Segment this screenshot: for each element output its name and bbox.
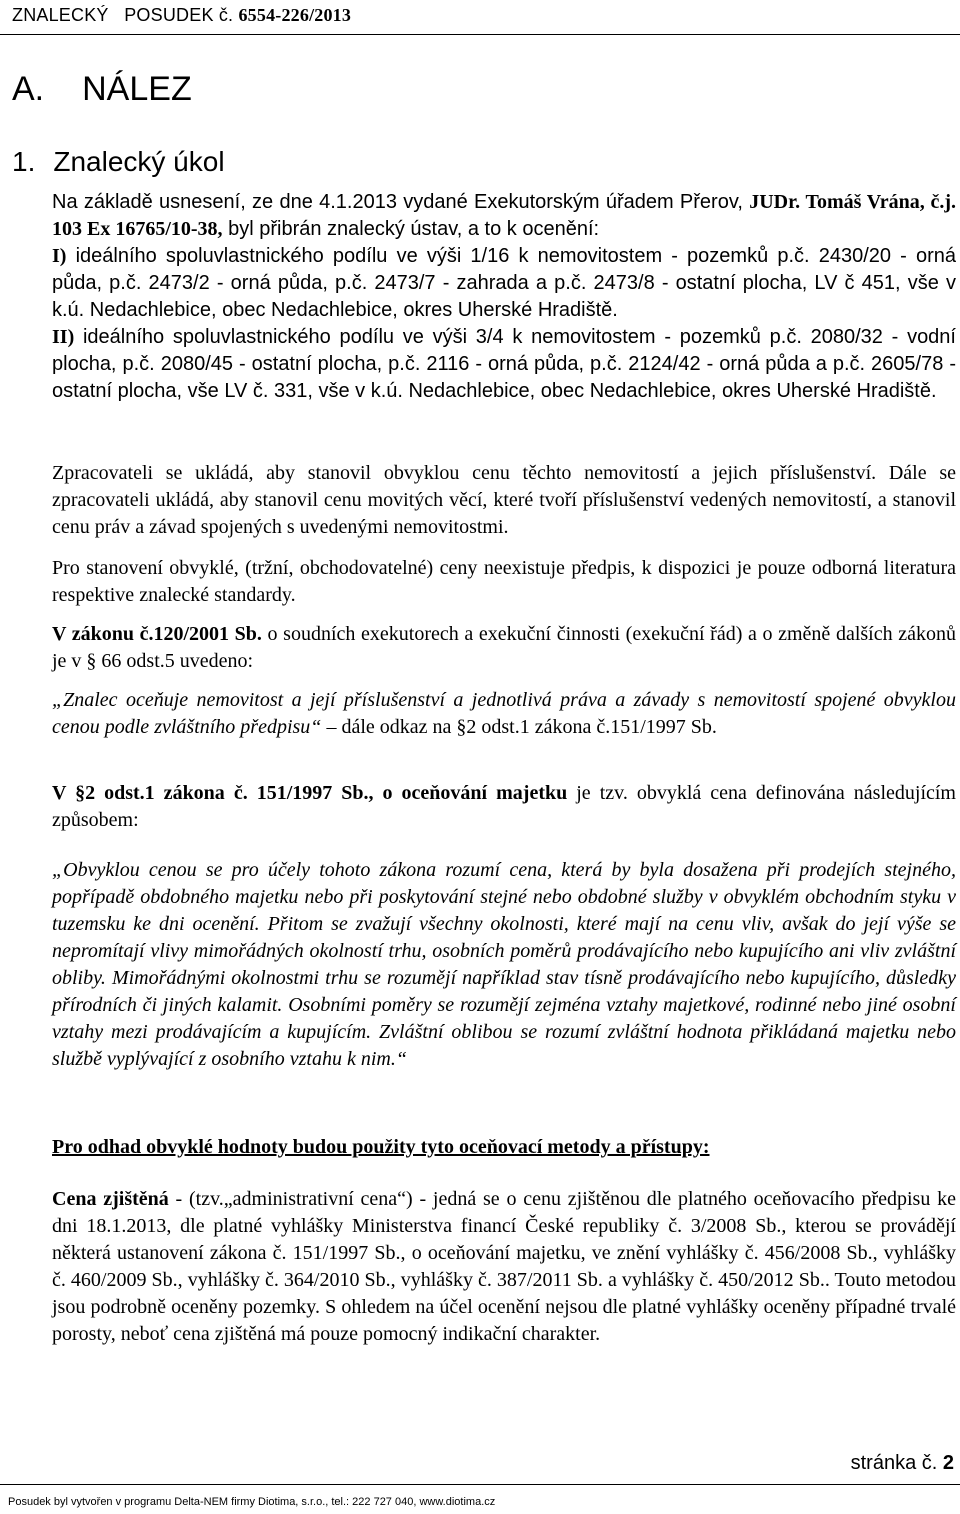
assignment-after-executor: byl přibrán znalecký ústav, a to k ocenění: <box>222 218 600 240</box>
methods-heading-block <box>52 1134 956 1161</box>
quote2-text: „Obvyklou cenou se pro účely tohoto zákona rozumí cena, která by byla dosažena při prodejích stejného, popřípadě obdobného majetku nebo při poskytování stejné nebo obdobné služby v obvyklém obchodním styku v tuzemsku ke dni ocenění. Přitom se zvažují všechny okolnosti, které mají na cenu vliv, avšak do její výše se nepromítají vlivy mimořádných okolností trhu, osobních poměrů prodávajícího nebo kupujícího ani vliv zvláštní obliby. Mimořádnými okolnostmi trhu se rozumějí například stav tísně prodávajícího nebo kupujícího, důsledky přírodních či jiných kalamit. Osobními poměry se rozumějí zejména vztahy majetkové, rodinné nebo jiné osobní vztahy mezi prodávajícím a kupujícím. Zvláštní oblibou se rozumí zvláštní hodnota přikládaná majetku nebo službě vyplývající z osobního vztahu k nim.“ <box>52 859 956 1070</box>
page-label: stránka č. <box>850 1452 938 1474</box>
assignment-intro: Na základě usnesení, ze dne 4.1.2013 vydané Exekutorským úřadem Přerov, <box>52 191 750 213</box>
methods-heading: Pro odhad obvyklé hodnoty budou použity tyto oceňovací metody a přístupy: <box>52 1136 710 1158</box>
footer-divider <box>0 1484 960 1485</box>
valuation-law-reference: V §2 odst.1 zákona č. 151/1997 Sb., o oceňování majetku <box>52 782 568 804</box>
valuation-law-text: je tzv. obvyklá cena definována následujícím způsobem: <box>52 782 956 831</box>
law-reference: V zákonu č.120/2001 Sb. <box>52 623 262 645</box>
item1-mark: I) <box>52 245 67 267</box>
law-paragraph <box>52 621 956 675</box>
no-rule-paragraph <box>52 555 956 609</box>
item1-text: ideálního spoluvlastnického podílu ve výši 1/16 k nemovitostem - pozemků p.č. 2430/20 - orná půda, p.č. 2473/2 - orná půda, p.č. 2473/7 - zahrada a p.č. 2473/8 - ostatní plocha, LV č 451, vše v k.ú. Nedachlebice, obec Nedachlebice, okres Uherské Hradiště. <box>52 245 956 321</box>
header-title-number: 6554-226/2013 <box>238 5 352 25</box>
header-title-prefix: ZNALECKÝ POSUDEK č. <box>12 5 234 25</box>
section-heading <box>12 70 192 109</box>
cost-price-paragraph <box>52 1186 956 1348</box>
quote1-italic: „Znalec oceňuje nemovitost a její příslušenství a jednotlivá práva a závady s nemovitostí spojené obvyklou cenou podle zvláštního předpisu“ <box>52 689 956 738</box>
item2-mark: II) <box>52 326 75 348</box>
page-number <box>851 1452 954 1475</box>
task-text: Zpracovateli se ukládá, aby stanovil obvyklou cenu těchto nemovitostí a jejich příslušenství. Dále se zpracovateli ukládá, aby stanovil cenu movitých věcí, které tvoří příslušenství vedených nemovitostí, a stanovil cenu práv a závad spojených s uvedenými nemovitostmi. <box>52 462 956 538</box>
quote2-paragraph <box>52 857 956 1073</box>
subsection-number: 1. <box>12 146 36 177</box>
assignment-executor: JUDr. Tomáš Vrána, č.j. 103 Ex 16765/10-38, <box>52 191 956 240</box>
footer-note: Posudek byl vytvořen v programu Delta-NEM firmy Diotima, s.r.o., tel.: 222 727 040, www.diotima.cz <box>8 1496 496 1508</box>
section-title: NÁLEZ <box>82 70 192 108</box>
quote1-rest: – dále odkaz na §2 odst.1 zákona č.151/1997 Sb. <box>321 716 717 738</box>
law-text: o soudních exekutorech a exekuční činnosti (exekuční řád) a o změně dalších zákonů je v § 66 odst.5 uvedeno: <box>52 623 956 672</box>
no-rule-text: Pro stanovení obvyklé, (tržní, obchodovatelné) ceny neexistuje předpis, k dispozici je pouze odborná literatura respektive znalecké standardy. <box>52 557 956 606</box>
cost-price-label: Cena zjištěná <box>52 1188 169 1210</box>
header-divider <box>0 34 960 35</box>
subsection-heading <box>12 146 225 178</box>
valuation-law-paragraph <box>52 780 956 834</box>
cost-price-text: - (tzv.„administrativní cena“) - jedná se o cenu zjištěnou dle platného oceňovacího předpisu ke dni 18.1.2013, dle platné vyhlášky Ministerstva financí České republiky č. 3/2008 Sb., kterou se provádějí některá ustanovení zákona č. 151/1997 Sb., o oceňování majetku, ve znění vyhlášky č. 456/2008 Sb., vyhlášky č. 460/2009 Sb., vyhlášky č. 364/2010 Sb., vyhlášky č. 387/2011 Sb. a vyhlášky č. 450/2012 Sb.. Touto metodou jsou podrobně oceněny pozemky. S ohledem na účel ocenění nejsou dle platné vyhlášky oceněny případné trvalé porosty, neboť cena zjištěná má pouze pomocný indikační charakter. <box>52 1188 956 1345</box>
section-letter: A. <box>12 70 45 108</box>
page-number-value: 2 <box>942 1452 954 1474</box>
task-paragraph <box>52 460 956 541</box>
quote1-paragraph <box>52 687 956 741</box>
item2-text: ideálního spoluvlastnického podílu ve výši 3/4 k nemovitostem - pozemků p.č. 2080/32 - vodní plocha, p.č. 2080/45 - ostatní plocha, p.č. 2116 - orná půda, p.č. 2124/42 - orná půda a p.č. 2605/78 - ostatní plocha, vše LV č. 331, vše v k.ú. Nedachlebice, obec Nedachlebice, okres Uherské Hradiště. <box>52 326 956 402</box>
document-header <box>12 5 351 26</box>
subsection-title: Znalecký úkol <box>53 146 225 177</box>
assignment-paragraph <box>52 189 956 405</box>
